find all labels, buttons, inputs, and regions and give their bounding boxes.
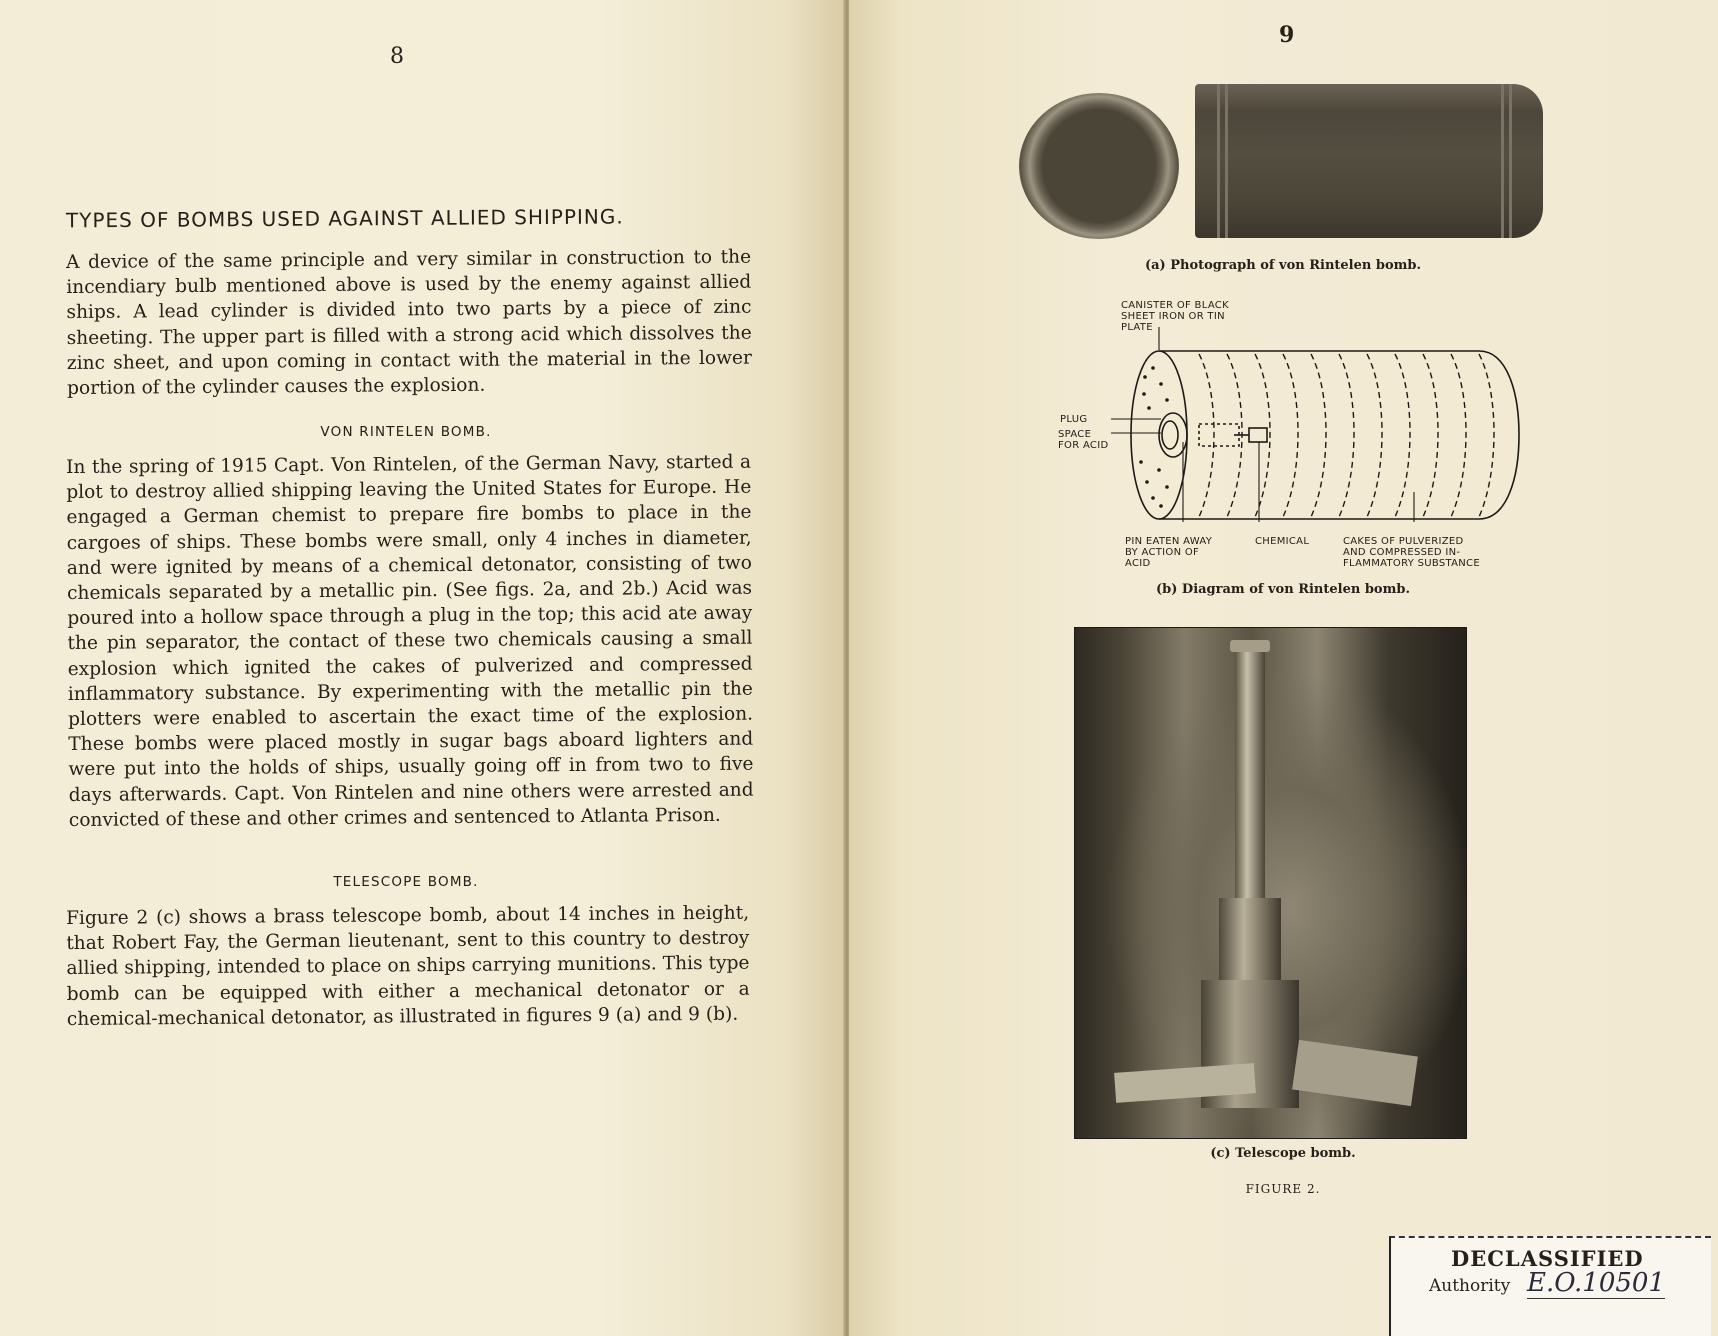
- bomb-cylinder-image: [1195, 84, 1543, 238]
- label-chemical: CHEMICAL: [1255, 536, 1310, 547]
- page-number: 9: [1279, 22, 1295, 48]
- section-heading-von-rintelen: VON RINTELEN BOMB.: [320, 424, 492, 440]
- von-rintelen-paragraph: In the spring of 1915 Capt. Von Rintelen, of the German Navy, started a plot to destroy allied shipping leaving the United States for Europe. He engaged a German chemist to prepare fire bombs to place in the cargoes of ships. These bombs were small, only 4 inches in diameter, and were ignited by means of a chemical detonator, consisting of two chemicals separated by a metallic pin. (See figs. 2a, and 2b.) Acid was poured into a hollow space through a plug in the top; this acid ate away the pin separator, the contact of these two chemicals causing a small explosion which ignited the cakes of pulverized and compressed inflammatory substance. By experimenting with the metallic pin the plotters were enabled to ascertain the exact time of the explosion. These bombs were placed mostly in sugar bags aboard lighters and were put into the holds of ships, usually going off in from two to five days afterwards. Capt. Von Rintelen and nine others were arrested and convicted of these and other crimes and sentenced to Atlanta Prison.: [66, 451, 754, 831]
- figure-label: FIGURE 2.: [1245, 1182, 1321, 1196]
- page-title: TYPES OF BOMBS USED AGAINST ALLIED SHIPPING.: [65, 204, 624, 233]
- label-space-for-acid: SPACE FOR ACID: [1058, 429, 1109, 451]
- telescope-paragraph: Figure 2 (c) shows a brass telescope bomb, about 14 inches in height, that Robert Fay, the German lieutenant, sent to this country to destroy allied shipping, intended to place on ships carrying munitions. This type bomb can be equipped with either a mechanical detonator or a chemical-mechanical detonator, as illustrated in figures 9 (a) and 9 (b).: [66, 902, 750, 1030]
- bomb-cap-image: [1019, 93, 1179, 239]
- figure-b-diagram: [1049, 292, 1529, 576]
- stamp-title: DECLASSIFIED: [1451, 1246, 1644, 1271]
- caption-b: (b) Diagram of von Rintelen bomb.: [1156, 582, 1410, 597]
- intro-paragraph: A device of the same principle and very similar in construction to the incendiary bulb mentioned above is used by the enemy against allied ships. A lead cylinder is divided into two parts by a piece of zinc sheeting. The upper part is filled with a strong acid which dissolves the zinc sheet, and upon coming in contact with the material in the lower portion of the cylinder causes the explosion.: [66, 246, 752, 400]
- left-page: [0, 0, 845, 1336]
- figure-a-photograph: [1019, 78, 1579, 248]
- declassified-stamp: [1389, 1236, 1711, 1336]
- stamp-authority-label: Authority: [1429, 1276, 1511, 1296]
- right-page: [849, 0, 1718, 1336]
- caption-a: (a) Photograph of von Rintelen bomb.: [1144, 258, 1422, 273]
- section-heading-telescope: TELESCOPE BOMB.: [333, 874, 479, 890]
- figure-c-photograph: [1074, 627, 1467, 1139]
- stamp-authority-value: E.O.10501: [1527, 1268, 1666, 1298]
- page-number: 8: [390, 44, 404, 69]
- label-pin: PIN EATEN AWAY BY ACTION OF ACID: [1125, 536, 1213, 569]
- label-cakes: CAKES OF PULVERIZED AND COMPRESSED IN- FLAMMATORY SUBSTANCE: [1343, 536, 1480, 569]
- label-plug: PLUG: [1060, 414, 1088, 425]
- caption-c: (c) Telescope bomb.: [1210, 1146, 1356, 1161]
- label-canister: CANISTER OF BLACK SHEET IRON OR TIN PLATE: [1121, 300, 1229, 333]
- bomb-diagram-drawing: [1049, 292, 1529, 572]
